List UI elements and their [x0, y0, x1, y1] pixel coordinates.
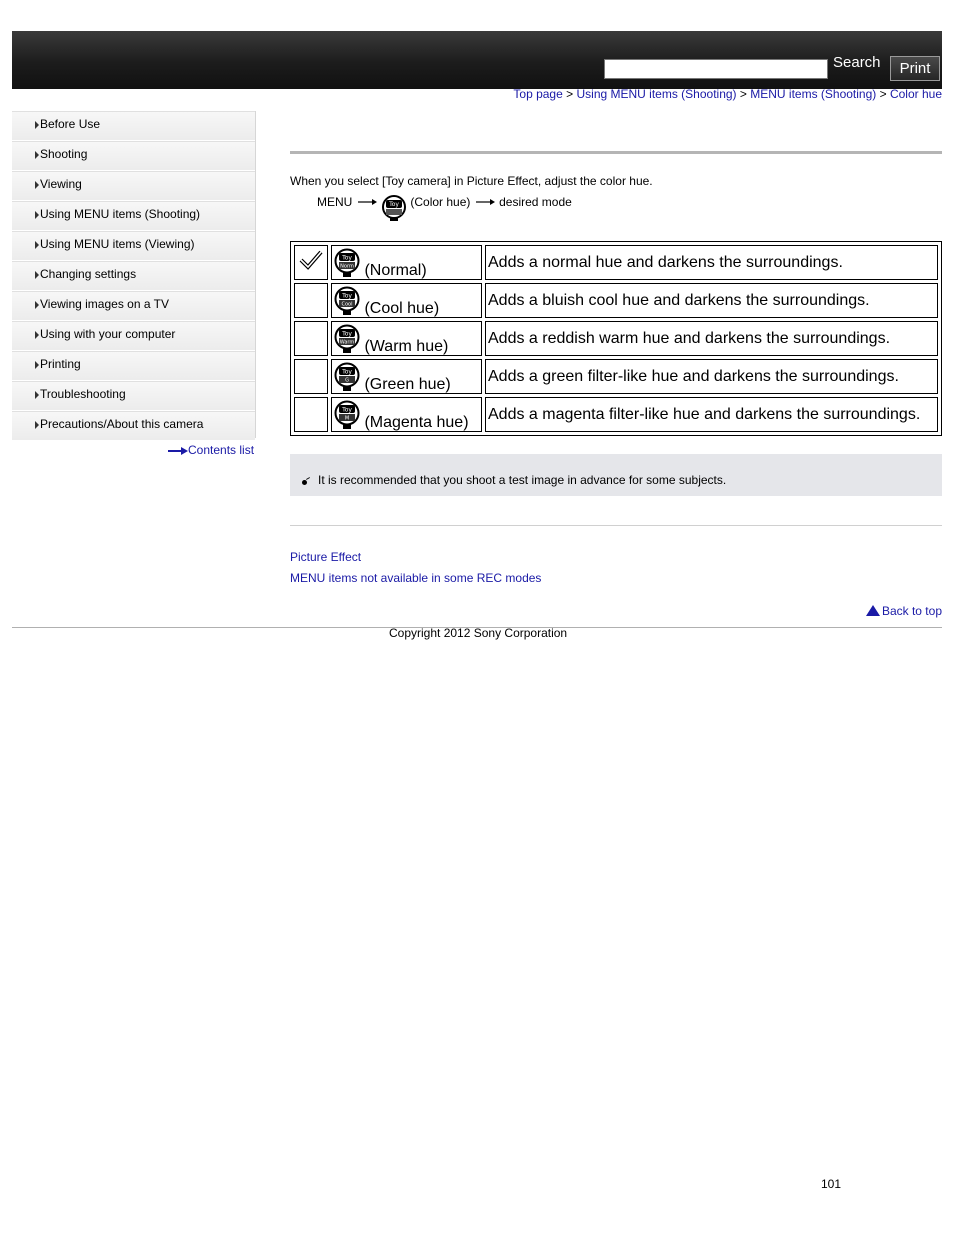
sidebar-item-precautions[interactable] — [12, 411, 255, 441]
sidebar-item-menu-shooting[interactable] — [12, 201, 255, 231]
back-to-top-label[interactable]: Back to top — [881, 604, 942, 618]
sidebar-item-label: Using with your computer — [40, 327, 176, 341]
mode-description: Adds a reddish warm hue and darkens the surroundings. — [485, 321, 938, 356]
triangle-right-icon — [35, 241, 39, 249]
mode-icon-text: M — [344, 415, 350, 421]
breadcrumb-using-menu-items[interactable]: Using MENU items (Shooting) — [576, 87, 737, 101]
mode-name: (Magenta hue) — [364, 413, 469, 431]
mode-description: Adds a bluish cool hue and darkens the surroundings. — [485, 283, 938, 318]
toy-camera-icon — [334, 324, 360, 354]
svg-text:Toy: Toy — [342, 292, 352, 299]
mode-name: (Warm hue) — [364, 337, 449, 355]
sidebar-item-label: Shooting — [40, 147, 88, 161]
sidebar-item-label: Before Use — [40, 117, 101, 131]
arrow-right-icon — [356, 197, 378, 207]
checkmark-icon — [298, 249, 324, 271]
sidebar-item-printing[interactable] — [12, 351, 255, 381]
breadcrumb-color-hue[interactable]: Color hue — [889, 87, 942, 101]
mode-name: (Normal) — [364, 261, 427, 279]
sidebar-item-label: Precautions/About this camera — [40, 417, 204, 431]
arrow-up-icon — [866, 605, 880, 616]
sidebar — [12, 111, 256, 438]
menu-path — [317, 194, 572, 222]
triangle-right-icon — [35, 301, 39, 309]
sidebar-item-label: Using MENU items (Shooting) — [40, 207, 201, 221]
sidebar-item-label: Troubleshooting — [40, 387, 126, 401]
back-to-top-link[interactable] — [866, 604, 942, 618]
sidebar-item-viewing[interactable] — [12, 171, 255, 201]
mode-cell — [331, 283, 482, 318]
search-input[interactable] — [604, 59, 828, 79]
sidebar-item-troubleshooting[interactable] — [12, 381, 255, 411]
mode-name: (Cool hue) — [364, 299, 440, 317]
menu-target-label: desired mode — [499, 194, 572, 209]
toy-camera-icon — [381, 194, 407, 222]
triangle-right-icon — [35, 211, 39, 219]
table-row — [294, 245, 938, 280]
mode-cell — [331, 321, 482, 356]
selection-cell[interactable] — [294, 359, 328, 394]
intro-text: When you select [Toy camera] in Picture Effect, adjust the color hue. — [290, 174, 653, 188]
menu-item-label: (Color hue) — [410, 194, 471, 209]
breadcrumb-separator: > — [876, 87, 890, 101]
triangle-right-icon — [35, 151, 39, 159]
svg-text:Toy: Toy — [342, 330, 352, 337]
mode-cell — [331, 397, 482, 432]
triangle-right-icon — [35, 271, 39, 279]
mode-name: (Green hue) — [364, 375, 451, 393]
svg-text:Toy: Toy — [342, 254, 352, 261]
triangle-right-icon — [35, 181, 39, 189]
breadcrumb-top-page[interactable]: Top page — [513, 87, 563, 101]
table-row — [294, 283, 938, 318]
svg-text:Toy: Toy — [342, 368, 352, 375]
menu-label: MENU — [317, 194, 353, 209]
mode-cell — [331, 245, 482, 280]
arrow-right-icon — [168, 446, 188, 456]
sidebar-item-menu-viewing[interactable] — [12, 231, 255, 261]
triangle-right-icon — [35, 391, 39, 399]
sidebar-item-label: Viewing images on a TV — [40, 297, 169, 311]
contents-list-link[interactable] — [168, 443, 254, 457]
table-row — [294, 359, 938, 394]
note-bullet-icon — [302, 480, 307, 485]
triangle-right-icon — [35, 121, 39, 129]
toy-camera-icon — [334, 248, 360, 278]
note-box — [290, 454, 942, 496]
triangle-right-icon — [35, 331, 39, 339]
copyright-text: Copyright 2012 Sony Corporation — [389, 626, 568, 640]
title-divider — [290, 151, 942, 154]
page-number: 101 — [821, 1177, 842, 1191]
print-button[interactable]: Print — [890, 56, 940, 81]
breadcrumb-separator: > — [562, 87, 577, 101]
note-text: It is recommended that you shoot a test image in advance for some subjects. — [318, 473, 727, 487]
toy-camera-icon — [334, 400, 360, 430]
mode-description: Adds a normal hue and darkens the surroundings. — [485, 245, 938, 280]
table-row — [294, 321, 938, 356]
sidebar-item-label: Viewing — [40, 177, 82, 191]
sidebar-item-changing-settings[interactable] — [12, 261, 255, 291]
mode-cell — [331, 359, 482, 394]
color-hue-table — [290, 241, 942, 436]
triangle-right-icon — [35, 421, 39, 429]
mode-icon-text: Warm — [339, 339, 355, 345]
related-link-picture-effect[interactable]: Picture Effect — [290, 550, 362, 564]
related-link-menu-unavailable[interactable]: MENU items not available in some REC modes — [290, 571, 542, 585]
breadcrumb — [513, 87, 942, 101]
sidebar-item-computer[interactable] — [12, 321, 255, 351]
section-divider — [290, 525, 942, 526]
sidebar-item-shooting[interactable] — [12, 141, 255, 171]
mode-icon-text: Norm — [340, 263, 354, 269]
sidebar-item-label: Printing — [40, 357, 81, 371]
arrow-right-icon — [474, 197, 496, 207]
selection-cell[interactable] — [294, 397, 328, 432]
sidebar-item-before-use[interactable] — [12, 111, 255, 141]
sidebar-item-label: Changing settings — [40, 267, 137, 281]
toy-camera-icon — [334, 286, 360, 316]
triangle-right-icon — [35, 361, 39, 369]
breadcrumb-menu-items[interactable]: MENU items (Shooting) — [750, 87, 877, 101]
sidebar-item-viewing-tv[interactable] — [12, 291, 255, 321]
svg-text:Toy: Toy — [342, 406, 352, 413]
contents-list-label[interactable]: Contents list — [188, 443, 255, 457]
mode-description: Adds a magenta filter-like hue and darkens the surroundings. — [485, 397, 938, 432]
toy-camera-icon — [334, 362, 360, 392]
selection-cell[interactable] — [294, 321, 328, 356]
mode-description: Adds a green filter-like hue and darkens the surroundings. — [485, 359, 938, 394]
mode-icon-text: Cool — [341, 301, 353, 307]
header-bar — [12, 31, 942, 89]
selection-cell[interactable] — [294, 245, 328, 280]
selection-cell[interactable] — [294, 283, 328, 318]
search-button[interactable]: Search — [833, 54, 881, 71]
svg-text:Toy: Toy — [389, 201, 399, 208]
mode-icon-text: G — [345, 377, 349, 383]
sidebar-item-label: Using MENU items (Viewing) — [40, 237, 195, 251]
breadcrumb-separator: > — [736, 87, 751, 101]
table-row — [294, 397, 938, 432]
